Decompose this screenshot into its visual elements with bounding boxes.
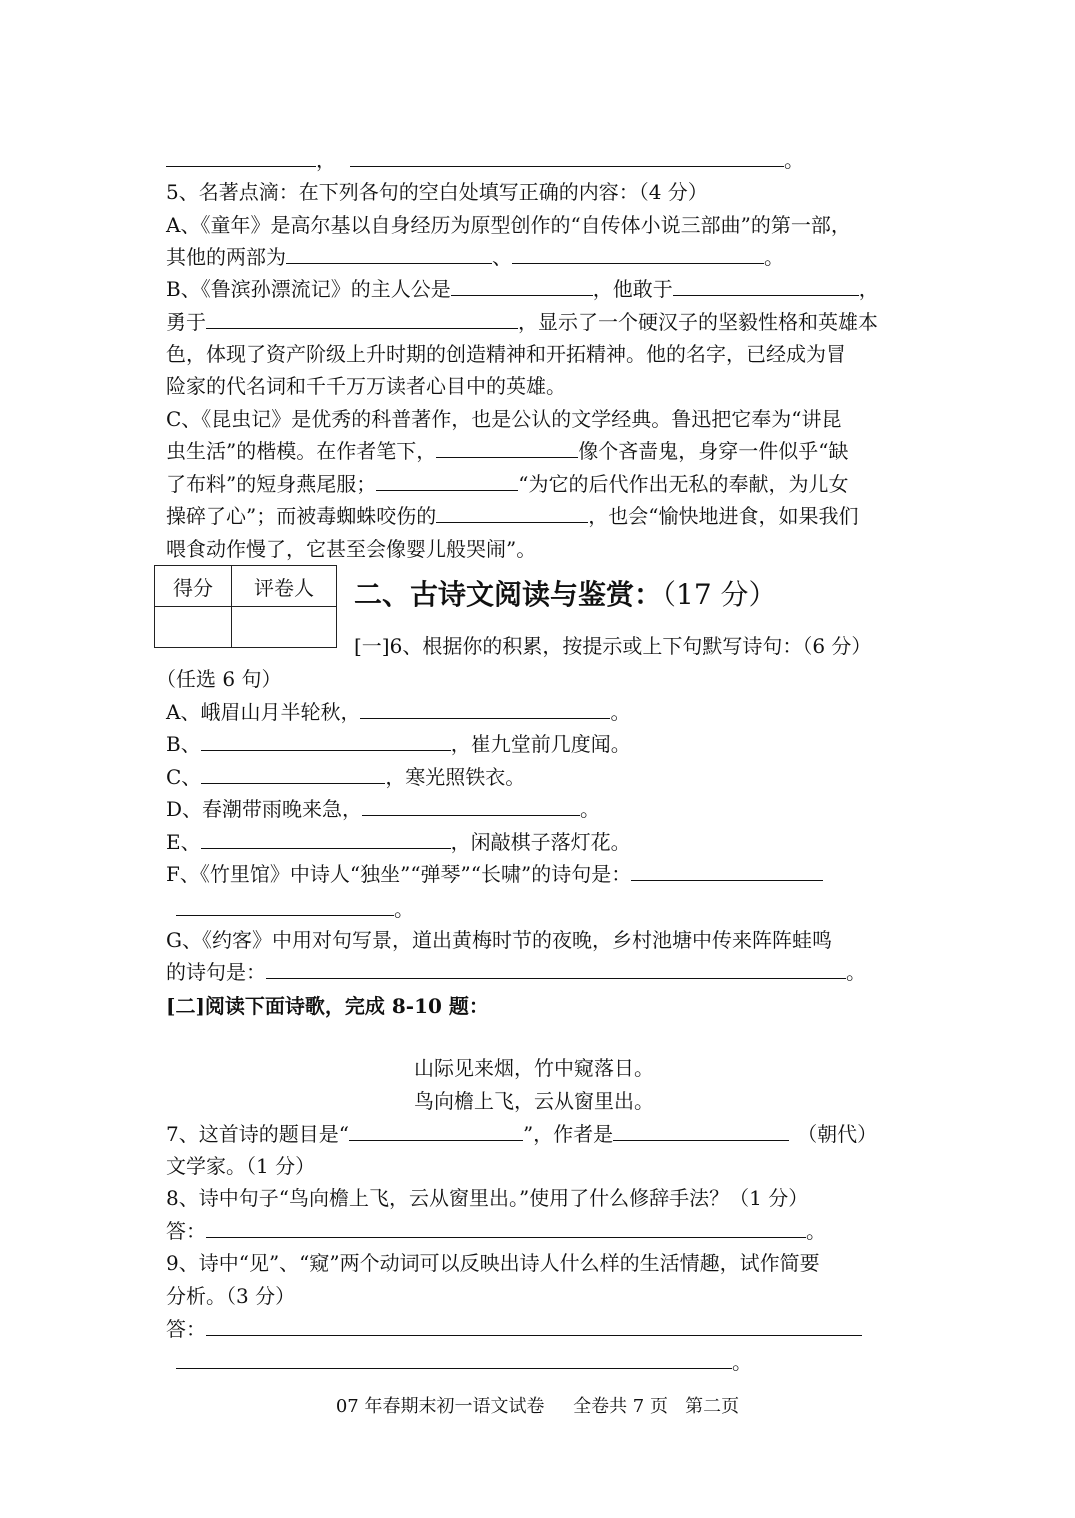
blank[interactable] (362, 797, 580, 816)
q5-b-line1: B、《鲁滨孙漂流记》的主人公是 ，他敢于 ， (166, 277, 879, 301)
q7-line1: 7、这首诗的题目是“ ”，作者是 （朝代） (166, 1122, 878, 1146)
blank[interactable] (166, 148, 316, 167)
q6-d: D、春潮带雨晚来急， 。 (166, 797, 601, 821)
part-2-heading: [二]阅读下面诗歌，完成 8-10 题： (166, 994, 489, 1018)
q5-b-line3: 色，体现了资产阶级上升时期的创造精神和开拓精神。他的名字，已经成为冒 (166, 342, 846, 366)
blank[interactable] (613, 1122, 789, 1141)
poem-line-1: 山际见来烟，竹中窥落日。 (414, 1056, 654, 1080)
blank[interactable] (349, 1122, 523, 1141)
blank[interactable] (673, 277, 859, 296)
q7-line2: 文学家。（1 分） (166, 1154, 316, 1178)
blank[interactable] (350, 148, 784, 167)
q6-f-continued: 。 (176, 897, 414, 921)
q8-title: 8、诗中句子“鸟向檐上飞，云从窗里出。”使用了什么修辞手法？（1 分） (166, 1186, 809, 1210)
q6-title: [一]6、根据你的积累，按提示或上下句默写诗句：（6 分） (354, 634, 872, 658)
q6-g-line2: 的诗句是： 。 (166, 960, 866, 984)
q6-b: B、 ，崔九堂前几度闻。 (166, 732, 631, 756)
q6-e: E、 ，闲敲棋子落灯花。 (166, 830, 631, 854)
poem-line-2: 鸟向檐上飞，云从窗里出。 (414, 1089, 654, 1113)
blank[interactable] (176, 1350, 732, 1369)
q9-title-line1: 9、诗中“见”、“窥”两个动词可以反映出诗人什么样的生活情趣，试作简要 (166, 1251, 820, 1275)
blank[interactable] (206, 1317, 862, 1336)
blank[interactable] (631, 862, 823, 881)
answer-line-top: ， 。 (166, 148, 804, 172)
q5-c-line5: 喂食动作慢了，它甚至会像婴儿般哭闹”。 (166, 537, 537, 561)
blank[interactable] (451, 277, 593, 296)
blank[interactable] (436, 504, 588, 523)
q5-a-line2: 其他的两部为 、 。 (166, 245, 784, 269)
blank[interactable] (206, 1219, 806, 1238)
score-table (154, 565, 337, 648)
blank[interactable] (360, 700, 610, 719)
q5-c-line1: C、《昆虫记》是优秀的科普著作，也是公认的文学经典。鲁迅把它奉为“讲昆 (166, 407, 842, 431)
q9-title-line2: 分析。（3 分） (166, 1284, 296, 1308)
score-cell[interactable] (155, 607, 232, 648)
q6-note: （任选 6 句） (156, 667, 282, 691)
blank[interactable] (436, 439, 578, 458)
q5-b-line4: 险家的代名词和千千万万读者心目中的英雄。 (166, 374, 566, 398)
blank[interactable] (201, 732, 451, 751)
blank[interactable] (376, 472, 518, 491)
blank[interactable] (286, 245, 492, 264)
q8-answer: 答： 。 (166, 1219, 826, 1243)
blank[interactable] (266, 960, 846, 979)
q5-c-line3: 了布料”的短身燕尾服； “为它的后代作出无私的奉献，为儿女 (166, 472, 849, 496)
score-header: 得分 (155, 566, 232, 607)
section-2-title: 二、古诗文阅读与鉴赏：（17 分） (354, 578, 777, 611)
q6-g-line1: G、《约客》中用对句写景，道出黄梅时节的夜晚，乡村池塘中传来阵阵蛙鸣 (166, 928, 832, 952)
q9-answer: 答： (166, 1317, 862, 1341)
blank[interactable] (206, 310, 518, 329)
blank[interactable] (176, 897, 394, 916)
grader-header: 评卷人 (232, 566, 337, 607)
q6-c: C、 ，寒光照铁衣。 (166, 765, 526, 789)
q6-a: A、峨眉山月半轮秋， 。 (166, 700, 631, 724)
page-footer: 07 年春期末初一语文试卷 全卷共 7 页 第二页 (335, 1396, 740, 1417)
q5-c-line4: 操碎了心”；而被毒蜘蛛咬伤的 ，也会“愉快地进食，如果我们 (166, 504, 859, 528)
q5-c-line2: 虫生活”的楷模。在作者笔下， 像个吝啬鬼，身穿一件似乎“缺 (166, 439, 849, 463)
grader-cell[interactable] (232, 607, 337, 648)
q6-f: F、《竹里馆》中诗人“独坐”“弹琴”“长啸”的诗句是： (166, 862, 823, 886)
q5-a-line1: A、《童年》是高尔基以自身经历为原型创作的“自传体小说三部曲”的第一部， (166, 213, 851, 237)
blank[interactable] (201, 830, 451, 849)
q9-answer-continued: 。 (176, 1350, 752, 1374)
q5-b-line2: 勇于 ，显示了一个硬汉子的坚毅性格和英雄本 (166, 310, 878, 334)
q5-title: 5、名著点滴：在下列各句的空白处填写正确的内容：（4 分） (166, 180, 708, 204)
blank[interactable] (201, 765, 385, 784)
blank[interactable] (512, 245, 764, 264)
